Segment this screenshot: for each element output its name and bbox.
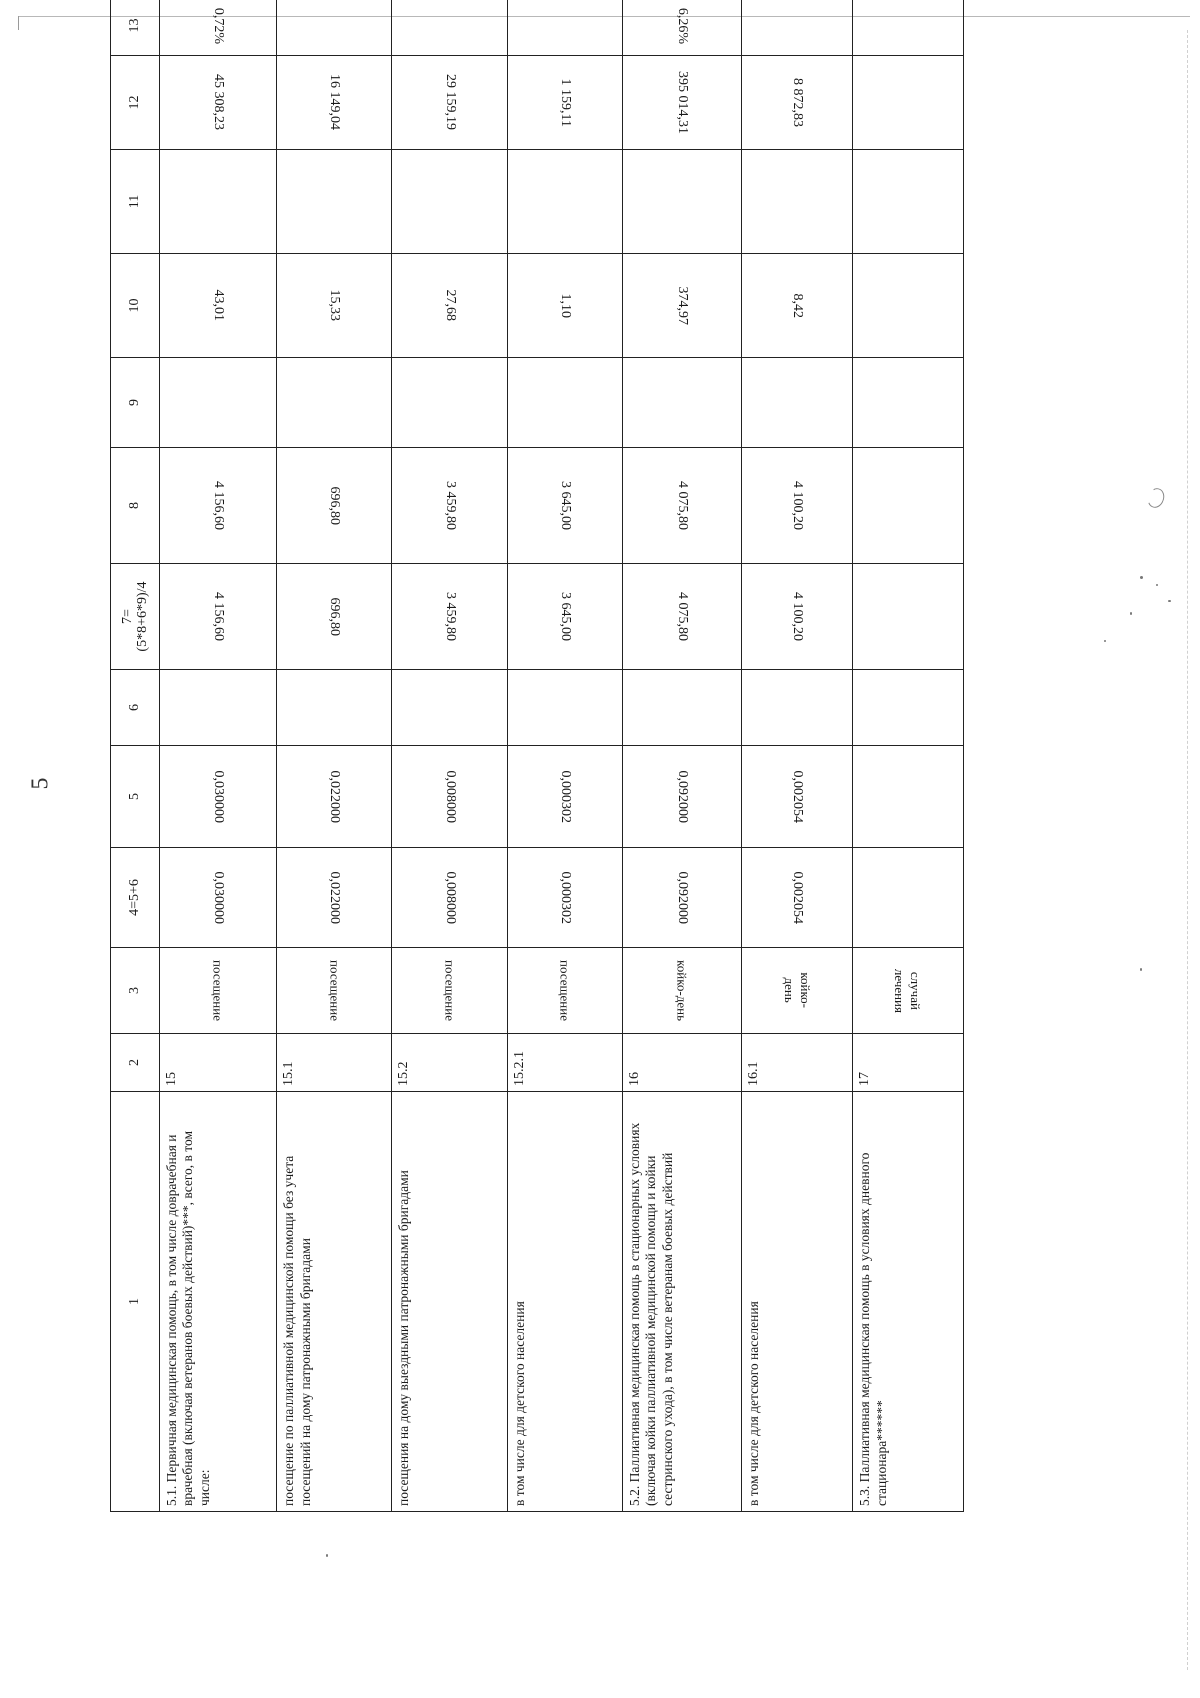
value-cell-c8 <box>507 448 622 564</box>
column-header: 11 <box>111 150 160 254</box>
unit-cell <box>507 948 622 1034</box>
value-text: 15,33 <box>327 289 343 322</box>
value-text: 1,10 <box>557 293 573 318</box>
scan-mark <box>1145 486 1167 510</box>
value-text: 0,72% <box>211 7 227 44</box>
value-cell-c6 <box>853 670 964 746</box>
value-cell-c6 <box>622 670 741 746</box>
value-cell-c13 <box>622 0 741 56</box>
value-cell-c11 <box>853 150 964 254</box>
value-cell-c8 <box>742 448 853 564</box>
unit-text: койко- день <box>782 972 813 1009</box>
value-cell-c8 <box>277 448 392 564</box>
page-number: 5 <box>27 777 54 790</box>
value-cell-c9 <box>853 358 964 448</box>
value-cell-c6 <box>742 670 853 746</box>
value-text: 3 645,00 <box>557 592 573 641</box>
value-cell-c7 <box>853 564 964 670</box>
scan-speck <box>326 1554 328 1557</box>
column-header: 2 <box>111 1034 160 1092</box>
value-cell-c7 <box>622 564 741 670</box>
value-text: 8 872,83 <box>790 78 806 127</box>
scan-speck <box>1104 640 1106 642</box>
value-text: 3 459,80 <box>442 481 458 530</box>
scan-speck <box>1156 584 1158 586</box>
value-text: 0,030000 <box>211 770 227 823</box>
value-text: 27,68 <box>442 289 458 322</box>
header-row <box>111 0 160 1512</box>
row-code-cell: 15.2 <box>392 1034 507 1092</box>
value-text: 0,002054 <box>790 871 806 924</box>
unit-text: койко-день <box>674 960 690 1021</box>
row-code-cell: 17 <box>853 1034 964 1092</box>
value-cell-c13 <box>507 0 622 56</box>
value-cell-c7 <box>160 564 277 670</box>
value-cell-c13 <box>853 0 964 56</box>
scan-speck <box>1140 968 1142 971</box>
row-name-cell: 5.3. Паллиативная медицинская помощь в условиях дневного стационара****** <box>853 1092 964 1512</box>
unit-text: случай лечения <box>893 968 924 1013</box>
unit-text: посещение <box>210 960 226 1021</box>
column-header: 5 <box>111 746 160 848</box>
value-cell-c10 <box>742 254 853 358</box>
value-cell-c4 <box>742 848 853 948</box>
value-text: 4 100,20 <box>790 481 806 530</box>
unit-cell <box>277 948 392 1034</box>
value-text: 29 159,19 <box>442 74 458 131</box>
column-header: 12 <box>111 56 160 150</box>
value-text: 0,022000 <box>327 770 343 823</box>
unit-cell <box>160 948 277 1034</box>
row-name-cell: в том числе для детского населения <box>742 1092 853 1512</box>
value-cell-c4 <box>392 848 507 948</box>
value-cell-c8 <box>160 448 277 564</box>
value-cell-c9 <box>160 358 277 448</box>
value-text: 0,030000 <box>211 871 227 924</box>
scan-edge-left <box>18 16 19 30</box>
value-cell-c4 <box>277 848 392 948</box>
value-cell-c10 <box>507 254 622 358</box>
unit-cell <box>392 948 507 1034</box>
column-header: 4=5+6 <box>111 848 160 948</box>
row-name-cell: 5.1. Первичная медицинская помощь, в том числе доврачебная и врачебная (включая ветеранов боевых действий)***, всего, в том числе: <box>160 1092 277 1512</box>
value-text: 8,42 <box>790 293 806 318</box>
value-cell-c13 <box>392 0 507 56</box>
value-cell-c9 <box>392 358 507 448</box>
value-cell-c11 <box>277 150 392 254</box>
value-text: 0,092000 <box>674 871 690 924</box>
value-text: 0,092000 <box>674 770 690 823</box>
value-text: 16 149,04 <box>327 74 343 131</box>
value-text: 4 075,80 <box>674 481 690 530</box>
value-cell-c12 <box>392 56 507 150</box>
column-header: 6 <box>111 670 160 746</box>
value-cell-c9 <box>622 358 741 448</box>
data-table <box>110 0 964 1512</box>
unit-cell <box>622 948 741 1034</box>
value-text: 43,01 <box>211 289 227 322</box>
value-cell-c11 <box>160 150 277 254</box>
value-cell-c7 <box>742 564 853 670</box>
value-text: 4 075,80 <box>674 592 690 641</box>
unit-text: посещение <box>442 960 458 1021</box>
value-text: 4 100,20 <box>790 592 806 641</box>
value-cell-c4 <box>160 848 277 948</box>
value-cell-c11 <box>742 150 853 254</box>
scan-speck <box>1140 576 1143 579</box>
value-cell-c13 <box>742 0 853 56</box>
table-row <box>160 0 277 1512</box>
value-cell-c8 <box>392 448 507 564</box>
value-text: 0,002054 <box>790 770 806 823</box>
table-row <box>622 0 741 1512</box>
value-cell-c7 <box>507 564 622 670</box>
value-text: 0,008000 <box>442 770 458 823</box>
table-row <box>742 0 853 1512</box>
value-text: 0,008000 <box>442 871 458 924</box>
value-text: 1 159,11 <box>557 78 573 127</box>
value-cell-c5 <box>622 746 741 848</box>
row-code-cell: 15.2.1 <box>507 1034 622 1092</box>
table-row <box>507 0 622 1512</box>
value-cell-c10 <box>853 254 964 358</box>
scan-speck <box>1130 612 1132 615</box>
value-cell-c13 <box>277 0 392 56</box>
value-cell-c12 <box>853 56 964 150</box>
unit-cell <box>742 948 853 1034</box>
value-cell-c11 <box>392 150 507 254</box>
scan-edge-right <box>1187 30 1188 1670</box>
column-header: 7= (5*8+6*9)/4 <box>111 564 160 670</box>
value-text: 0,000302 <box>557 770 573 823</box>
value-text: 3 645,00 <box>557 481 573 530</box>
value-text: 4 156,60 <box>211 592 227 641</box>
value-cell-c10 <box>160 254 277 358</box>
row-name-cell: в том числе для детского населения <box>507 1092 622 1512</box>
column-header: 8 <box>111 448 160 564</box>
value-cell-c6 <box>392 670 507 746</box>
value-text: 696,80 <box>327 486 343 525</box>
value-text: 374,97 <box>674 286 690 325</box>
value-text: 4 156,60 <box>211 481 227 530</box>
value-text: 3 459,80 <box>442 592 458 641</box>
value-cell-c6 <box>160 670 277 746</box>
value-cell-c5 <box>392 746 507 848</box>
value-cell-c6 <box>277 670 392 746</box>
column-header: 13 <box>111 0 160 56</box>
table-row <box>853 0 964 1512</box>
value-cell-c12 <box>160 56 277 150</box>
unit-cell <box>853 948 964 1034</box>
value-cell-c5 <box>160 746 277 848</box>
value-cell-c10 <box>277 254 392 358</box>
column-header: 1 <box>111 1092 160 1512</box>
value-text: 45 308,23 <box>211 74 227 131</box>
column-header: 9 <box>111 358 160 448</box>
value-cell-c12 <box>622 56 741 150</box>
value-cell-c5 <box>507 746 622 848</box>
row-code-cell: 16.1 <box>742 1034 853 1092</box>
value-cell-c9 <box>742 358 853 448</box>
row-name-cell: посещения на дому выездными патронажными бригадами <box>392 1092 507 1512</box>
value-cell-c12 <box>742 56 853 150</box>
value-text: 0,022000 <box>327 871 343 924</box>
column-header: 10 <box>111 254 160 358</box>
value-text: 395 014,31 <box>674 71 690 134</box>
value-cell-c9 <box>507 358 622 448</box>
value-cell-c5 <box>277 746 392 848</box>
row-name-cell: 5.2. Паллиативная медицинская помощь в стационарных условиях (включая койки паллиативной медицинской помощи и койки сестринского ухода), в том числе ветеранам боевых действий <box>622 1092 741 1512</box>
scan-speck <box>1168 600 1171 602</box>
rotated-table-container <box>110 7 964 1512</box>
row-name-cell: посещение по паллиативной медицинской помощи без учета посещений на дому патронажными бригадами <box>277 1092 392 1512</box>
value-cell-c5 <box>742 746 853 848</box>
row-code-cell: 16 <box>622 1034 741 1092</box>
value-cell-c12 <box>507 56 622 150</box>
row-code-cell: 15.1 <box>277 1034 392 1092</box>
value-cell-c12 <box>277 56 392 150</box>
value-cell-c8 <box>853 448 964 564</box>
value-cell-c11 <box>622 150 741 254</box>
column-header: 3 <box>111 948 160 1034</box>
value-cell-c9 <box>277 358 392 448</box>
value-cell-c7 <box>277 564 392 670</box>
value-cell-c7 <box>392 564 507 670</box>
value-text: 6,26% <box>674 7 690 44</box>
row-code-cell: 15 <box>160 1034 277 1092</box>
table-body <box>160 0 964 1512</box>
value-cell-c4 <box>853 848 964 948</box>
table-row <box>392 0 507 1512</box>
unit-text: посещение <box>557 960 573 1021</box>
value-cell-c11 <box>507 150 622 254</box>
value-cell-c6 <box>507 670 622 746</box>
value-cell-c10 <box>392 254 507 358</box>
value-cell-c10 <box>622 254 741 358</box>
unit-text: посещение <box>327 960 343 1021</box>
value-cell-c4 <box>622 848 741 948</box>
value-text: 0,000302 <box>557 871 573 924</box>
value-cell-c13 <box>160 0 277 56</box>
value-text: 696,80 <box>327 597 343 636</box>
value-cell-c5 <box>853 746 964 848</box>
value-cell-c4 <box>507 848 622 948</box>
table-row <box>277 0 392 1512</box>
value-cell-c8 <box>622 448 741 564</box>
